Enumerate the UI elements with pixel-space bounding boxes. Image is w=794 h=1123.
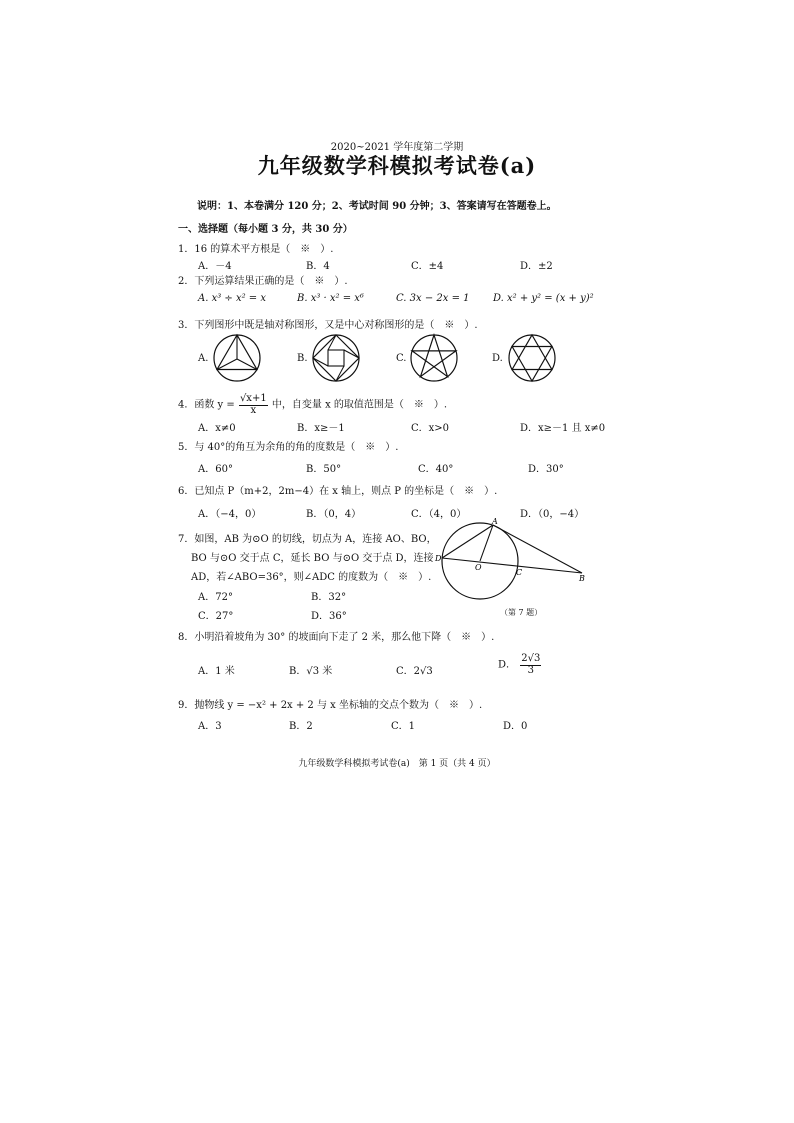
question-4-stem-prefix: 4．函数 y = (178, 399, 235, 411)
question-4-stem (178, 394, 447, 416)
question-5-option-d: D．30° (528, 464, 564, 475)
question-6-option-d: D．（0，−4） (520, 509, 585, 520)
label-b: B (579, 574, 585, 583)
fraction-denominator: x (250, 404, 257, 416)
figure-c-pentagram (409, 333, 459, 383)
question-6-option-c: C．（4，0） (411, 509, 467, 520)
question-7-option-a: A．72° (198, 592, 233, 603)
question-7-diagram (434, 517, 594, 620)
question-8-option-d (498, 654, 542, 676)
question-7-line-3: AD，若∠ABO=36°，则∠ADC 的度数为（ ※ ）. (191, 572, 432, 583)
question-5-stem: 5．与 40°的角互为余角的角的度数是（ ※ ）. (178, 442, 399, 453)
question-1-option-b: B．4 (306, 261, 330, 272)
semester-line: 2020~2021 学年度第二学期 (330, 142, 464, 153)
question-3-stem: 3．下列图形中既是轴对称图形，又是中心对称图形的是（ ※ ）. (178, 320, 478, 331)
question-7-option-d: D．36° (311, 611, 347, 622)
question-8-stem: 8．小明沿着坡角为 30° 的坡面向下走了 2 米，那么他下降（ ※ ）. (178, 632, 495, 643)
question-2-option-a: A. x³ ÷ x² = x (198, 293, 266, 304)
question-7-line-1: 7．如图，AB 为⊙O 的切线，切点为 A，连接 AO、BO， (178, 534, 437, 545)
question-4-option-a: A．x≠0 (198, 423, 236, 434)
question-8-option-c: C．2√3 (396, 666, 433, 677)
label-d: D (435, 554, 442, 563)
question-3-option-b: B. (297, 353, 308, 364)
question-9-option-c: C．1 (391, 721, 416, 732)
question-1-option-c: C．±4 (411, 261, 444, 272)
question-4-option-c: C．x>0 (411, 423, 450, 434)
label-a: A (492, 517, 498, 526)
question-4-option-d: D．x≥－1 且 x≠0 (520, 423, 606, 434)
fraction-numerator: √x+1 (239, 393, 267, 404)
question-3-option-c: C. (396, 353, 407, 364)
question-8-option-b: B．√3 米 (289, 666, 333, 677)
question-2-option-d: D. x² + y² = (x + y)² (493, 293, 594, 304)
question-9-option-d: D．0 (503, 721, 528, 732)
question-3-option-d: D. (492, 353, 503, 364)
question-5-option-b: B．50° (306, 464, 342, 475)
question-5-option-c: C．40° (418, 464, 454, 475)
figure-7-caption: （第 7 题） (500, 608, 543, 617)
instructions: 说明：1、本卷满分 120 分；2、考试时间 90 分钟；3、答案请写在答题卷上。 (197, 201, 557, 212)
question-1-option-a: A．－4 (198, 261, 232, 272)
question-3-option-a: A. (198, 353, 209, 364)
question-7-line-2: BO 与⊙O 交于点 C，延长 BO 与⊙O 交于点 D，连接 (191, 553, 434, 564)
question-7-option-c: C．27° (198, 611, 234, 622)
figure-d-hexagram (507, 333, 557, 383)
option-d-denominator: 3 (527, 664, 534, 676)
question-2-option-b: B. x³ · x² = x⁶ (297, 293, 364, 304)
question-4-stem-suffix: 中，自变量 x 的取值范围是（ ※ ）. (271, 399, 448, 411)
question-1-option-d: D．±2 (520, 261, 553, 272)
question-8-option-a: A．1 米 (198, 666, 235, 677)
question-7-option-b: B．32° (311, 592, 347, 603)
question-9-option-a: A．3 (198, 721, 222, 732)
question-2-option-c: C. 3x − 2x = 1 (396, 293, 470, 304)
exam-title: 九年级数学科模拟考试卷(a) (257, 153, 537, 178)
figure-b-pinwheel-square (311, 333, 361, 383)
question-6-stem: 6．已知点 P（m+2，2m−4）在 x 轴上，则点 P 的坐标是（ ※ ）. (178, 486, 498, 497)
question-9-option-b: B．2 (289, 721, 313, 732)
question-6-option-b: B．（0，4） (306, 509, 362, 520)
label-o: O (475, 563, 482, 572)
question-4-option-b: B．x≥－1 (297, 423, 345, 434)
question-8-option-d-prefix: D． (498, 659, 517, 671)
function-fraction (239, 394, 268, 416)
option-d-fraction (520, 654, 541, 676)
page-footer: 九年级数学科模拟考试卷(a) 第 1 页（共 4 页） (298, 759, 496, 769)
question-1-stem: 1．16 的算术平方根是（ ※ ）. (178, 244, 334, 255)
option-d-numerator: 2√3 (521, 653, 541, 664)
question-9-stem: 9．抛物线 y = −x² + 2x + 2 与 x 坐标轴的交点个数为（ ※ ）. (178, 700, 483, 711)
figure-a-triangle-in-circle (212, 333, 262, 383)
section-heading: 一、选择题（每小题 3 分，共 30 分） (178, 224, 353, 235)
question-2-stem: 2．下列运算结果正确的是（ ※ ）. (178, 276, 348, 287)
label-c: C (516, 568, 523, 577)
question-6-option-a: A．（−4，0） (198, 509, 262, 520)
question-5-option-a: A．60° (198, 464, 233, 475)
